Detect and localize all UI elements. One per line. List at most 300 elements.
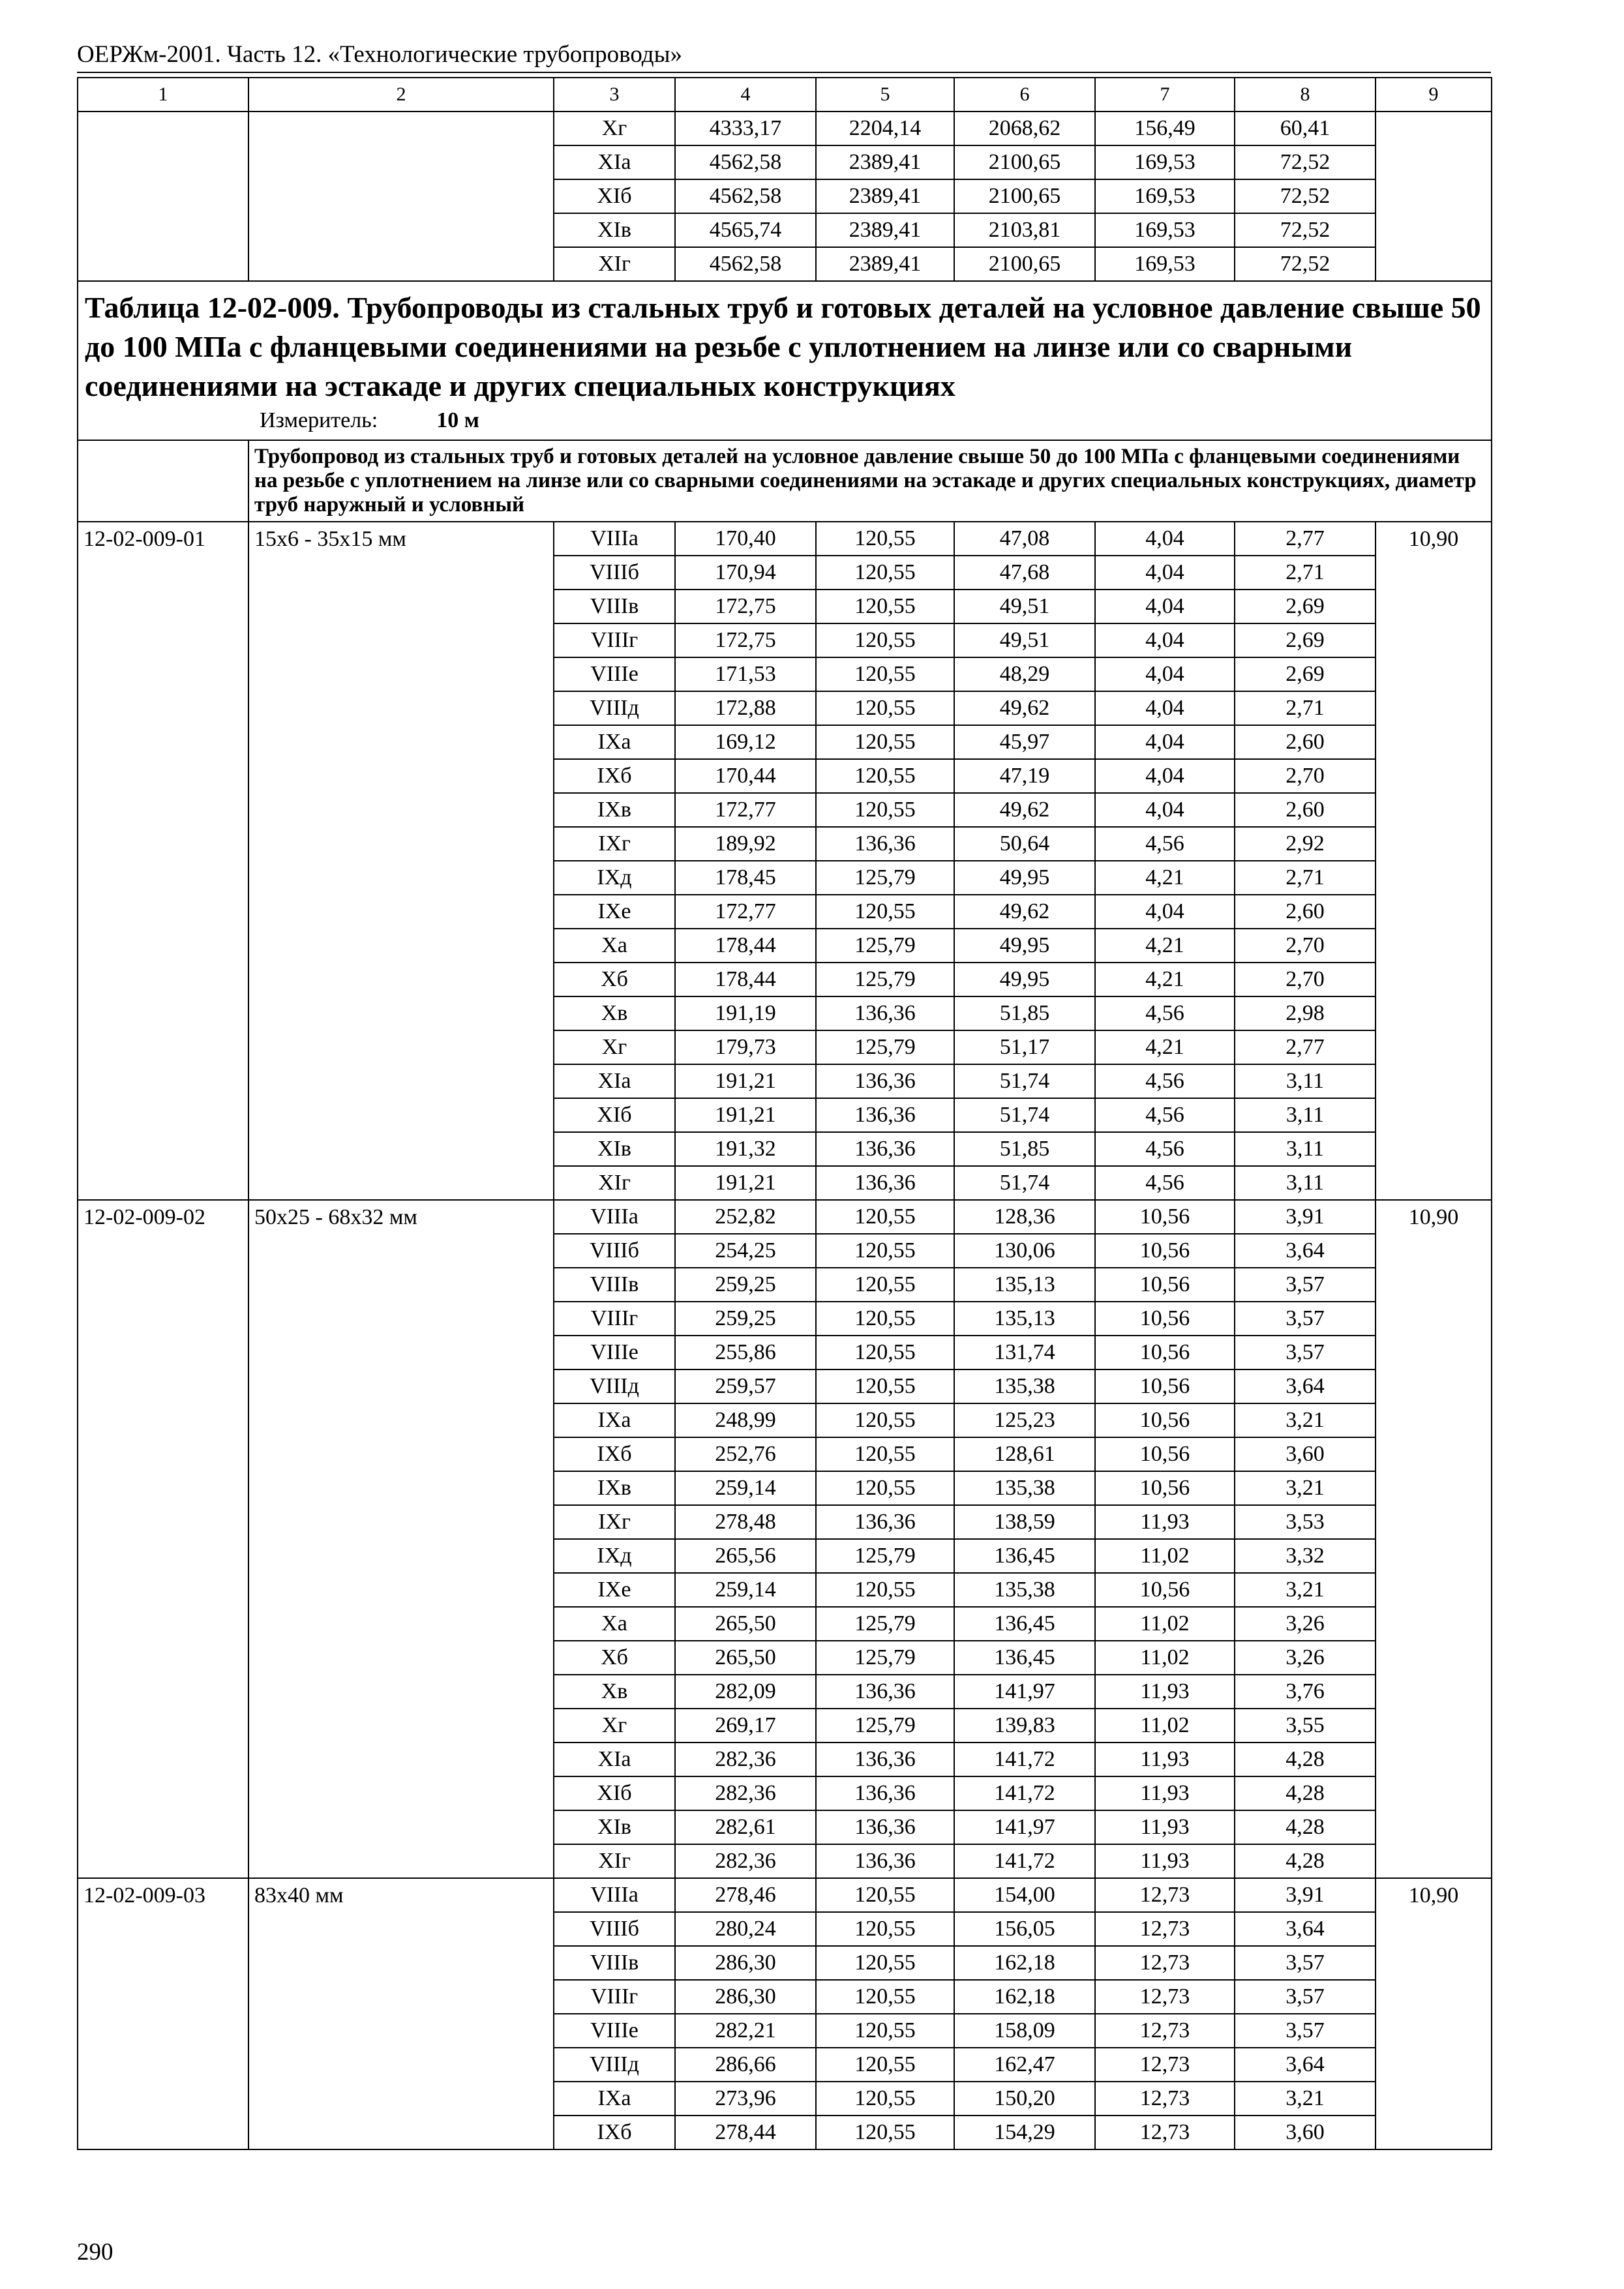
zone-code-cell: IXа: [554, 725, 675, 759]
labor-rate: 10,90: [1376, 1878, 1492, 2149]
zone-code-cell: XIв: [554, 1810, 675, 1844]
value-cell: 4,04: [1095, 759, 1235, 793]
value-cell: 136,36: [816, 1132, 954, 1166]
value-cell: 4,56: [1095, 1166, 1235, 1200]
value-cell: 12,73: [1095, 1878, 1235, 1912]
value-cell: 135,38: [954, 1369, 1095, 1403]
value-cell: 12,73: [1095, 1946, 1235, 1980]
value-cell: 3,64: [1235, 1234, 1376, 1268]
rate-code: 12-02-009-01: [78, 522, 248, 1200]
zone-code-cell: IXд: [554, 861, 675, 895]
value-cell: 12,73: [1095, 2014, 1235, 2048]
value-cell: 51,74: [954, 1166, 1095, 1200]
value-cell: 172,75: [675, 623, 816, 657]
value-cell: 3,21: [1235, 1403, 1376, 1437]
zone-code-cell: IXа: [554, 2082, 675, 2116]
value-cell: 280,24: [675, 1912, 816, 1946]
value-cell: 178,45: [675, 861, 816, 895]
value-cell: 141,72: [954, 1743, 1095, 1776]
value-cell: 120,55: [816, 1573, 954, 1607]
zone-code-cell: VIIIб: [554, 1234, 675, 1268]
meter-label: Измеритель:: [260, 408, 378, 432]
value-cell: 120,55: [816, 1980, 954, 2014]
empty-cell: [248, 112, 554, 281]
value-cell: 136,45: [954, 1539, 1095, 1573]
value-cell: 259,25: [675, 1302, 816, 1336]
value-cell: 273,96: [675, 2082, 816, 2116]
value-cell: 49,62: [954, 895, 1095, 929]
value-cell: 125,23: [954, 1403, 1095, 1437]
column-number: 7: [1095, 78, 1235, 112]
value-cell: 3,60: [1235, 1437, 1376, 1471]
meter-line: [260, 408, 1482, 433]
value-cell: 47,68: [954, 556, 1095, 590]
value-cell: 4,21: [1095, 963, 1235, 996]
value-cell: 10,56: [1095, 1200, 1235, 1234]
value-cell: 2,77: [1235, 1030, 1376, 1064]
value-cell: 282,61: [675, 1810, 816, 1844]
value-cell: 136,36: [816, 1064, 954, 1098]
value-cell: 154,00: [954, 1878, 1095, 1912]
value-cell: 4,04: [1095, 691, 1235, 725]
value-cell: 2,60: [1235, 725, 1376, 759]
value-cell: 128,61: [954, 1437, 1095, 1471]
value-cell: 4,04: [1095, 590, 1235, 623]
value-cell: 11,93: [1095, 1776, 1235, 1810]
zone-code-cell: Xб: [554, 1641, 675, 1675]
value-cell: 2100,65: [954, 247, 1095, 281]
value-cell: 282,36: [675, 1776, 816, 1810]
zone-code-cell: XIа: [554, 145, 675, 179]
value-cell: 191,21: [675, 1064, 816, 1098]
value-cell: 4333,17: [675, 112, 816, 145]
value-cell: 136,36: [816, 1166, 954, 1200]
value-cell: 2,70: [1235, 963, 1376, 996]
value-cell: 120,55: [816, 556, 954, 590]
zone-code-cell: VIIIг: [554, 1302, 675, 1336]
value-cell: 2204,14: [816, 112, 954, 145]
value-cell: 4565,74: [675, 213, 816, 247]
value-cell: 3,55: [1235, 1709, 1376, 1743]
value-cell: 125,79: [816, 1641, 954, 1675]
zone-code-cell: Xв: [554, 1675, 675, 1709]
value-cell: 169,53: [1095, 179, 1235, 213]
value-cell: 3,11: [1235, 1132, 1376, 1166]
value-cell: 191,19: [675, 996, 816, 1030]
value-cell: 3,21: [1235, 2082, 1376, 2116]
value-cell: 3,21: [1235, 1471, 1376, 1505]
value-cell: 4,04: [1095, 793, 1235, 827]
value-cell: 3,57: [1235, 1268, 1376, 1302]
value-cell: 72,52: [1235, 145, 1376, 179]
value-cell: 60,41: [1235, 112, 1376, 145]
value-cell: 131,74: [954, 1336, 1095, 1369]
value-cell: 3,26: [1235, 1641, 1376, 1675]
value-cell: 125,79: [816, 861, 954, 895]
value-cell: 170,44: [675, 759, 816, 793]
value-cell: 135,13: [954, 1268, 1095, 1302]
value-cell: 120,55: [816, 759, 954, 793]
value-cell: 3,76: [1235, 1675, 1376, 1709]
value-cell: 172,75: [675, 590, 816, 623]
value-cell: 139,83: [954, 1709, 1095, 1743]
value-cell: 282,36: [675, 1743, 816, 1776]
zone-code-cell: VIIIд: [554, 691, 675, 725]
value-cell: 2,69: [1235, 657, 1376, 691]
value-cell: 136,36: [816, 827, 954, 861]
value-cell: 162,18: [954, 1980, 1095, 2014]
zone-code-cell: IXв: [554, 793, 675, 827]
value-cell: 120,55: [816, 793, 954, 827]
zone-code-cell: VIIIд: [554, 1369, 675, 1403]
zone-code-cell: Xв: [554, 996, 675, 1030]
value-cell: 51,85: [954, 1132, 1095, 1166]
value-cell: 51,85: [954, 996, 1095, 1030]
value-cell: 2,92: [1235, 827, 1376, 861]
value-cell: 178,44: [675, 929, 816, 963]
zone-code-cell: VIIIв: [554, 590, 675, 623]
value-cell: 12,73: [1095, 1980, 1235, 2014]
zone-code-cell: Xб: [554, 963, 675, 996]
header-rule: [77, 72, 1491, 73]
meter-value: 10 м: [436, 408, 479, 432]
value-cell: 4,04: [1095, 895, 1235, 929]
value-cell: 138,59: [954, 1505, 1095, 1539]
value-cell: 2389,41: [816, 213, 954, 247]
zone-code-cell: VIIIв: [554, 1946, 675, 1980]
value-cell: 11,93: [1095, 1844, 1235, 1878]
value-cell: 136,36: [816, 1505, 954, 1539]
zone-code-cell: VIIIе: [554, 2014, 675, 2048]
zone-code-cell: VIIIд: [554, 2048, 675, 2082]
value-cell: 10,56: [1095, 1471, 1235, 1505]
value-cell: 265,50: [675, 1641, 816, 1675]
pipe-size-description: 50х25 - 68х32 мм: [248, 1200, 554, 1878]
value-cell: 141,97: [954, 1675, 1095, 1709]
pipe-size-description: 15х6 - 35х15 мм: [248, 522, 554, 1200]
column-number: 8: [1235, 78, 1376, 112]
value-cell: 49,51: [954, 590, 1095, 623]
value-cell: 10,56: [1095, 1302, 1235, 1336]
value-cell: 3,60: [1235, 2116, 1376, 2149]
value-cell: 136,45: [954, 1607, 1095, 1641]
zone-code-cell: IXб: [554, 1437, 675, 1471]
value-cell: 141,72: [954, 1844, 1095, 1878]
table-row: [78, 112, 1492, 145]
value-cell: 120,55: [816, 657, 954, 691]
column-number: 4: [675, 78, 816, 112]
value-cell: 120,55: [816, 1200, 954, 1234]
table-row: [78, 1878, 1492, 1912]
value-cell: 136,36: [816, 1675, 954, 1709]
section-title: Трубопровод из стальных труб и готовых деталей на условное давление свыше 50 до 100 МПа с фланцевыми соединениями на резьбе с уплотнением на линзе или со сварными соединениями на эстакаде и других специальных конструкциях, диаметр труб наружный и условный: [248, 440, 1492, 522]
value-cell: 120,55: [816, 1302, 954, 1336]
value-cell: 136,45: [954, 1641, 1095, 1675]
value-cell: 4,04: [1095, 657, 1235, 691]
value-cell: 120,55: [816, 1946, 954, 1980]
value-cell: 120,55: [816, 2082, 954, 2116]
value-cell: 120,55: [816, 590, 954, 623]
value-cell: 4,56: [1095, 1064, 1235, 1098]
value-cell: 11,93: [1095, 1505, 1235, 1539]
value-cell: 170,40: [675, 522, 816, 556]
value-cell: 11,02: [1095, 1641, 1235, 1675]
value-cell: 120,55: [816, 1912, 954, 1946]
value-cell: 156,49: [1095, 112, 1235, 145]
value-cell: 47,19: [954, 759, 1095, 793]
table-title-cell: [78, 281, 1492, 440]
value-cell: 49,95: [954, 861, 1095, 895]
zone-code-cell: VIIIе: [554, 1336, 675, 1369]
value-cell: 172,88: [675, 691, 816, 725]
value-cell: 4,28: [1235, 1776, 1376, 1810]
value-cell: 169,53: [1095, 213, 1235, 247]
zone-code-cell: XIа: [554, 1743, 675, 1776]
zone-code-cell: VIIIа: [554, 1200, 675, 1234]
table-title: Таблица 12-02-009. Трубопроводы из стальных труб и готовых деталей на условное давление свыше 50 до 100 МПа с фланцевыми соединениями на резьбе с уплотнением на линзе или со сварными соединениями на эстакаде и других специальных конструкциях: [85, 291, 1481, 402]
table-row: [78, 522, 1492, 556]
value-cell: 259,25: [675, 1268, 816, 1302]
value-cell: 171,53: [675, 657, 816, 691]
value-cell: 4,28: [1235, 1810, 1376, 1844]
value-cell: 50,64: [954, 827, 1095, 861]
value-cell: 191,32: [675, 1132, 816, 1166]
value-cell: 125,79: [816, 1539, 954, 1573]
value-cell: 136,36: [816, 1844, 954, 1878]
value-cell: 4,56: [1095, 996, 1235, 1030]
value-cell: 265,50: [675, 1607, 816, 1641]
value-cell: 4,04: [1095, 522, 1235, 556]
rates-table-container: [77, 77, 1491, 2150]
value-cell: 178,44: [675, 963, 816, 996]
value-cell: 3,91: [1235, 1878, 1376, 1912]
zone-code-cell: Xа: [554, 1607, 675, 1641]
value-cell: 3,91: [1235, 1200, 1376, 1234]
value-cell: 141,72: [954, 1776, 1095, 1810]
value-cell: 3,57: [1235, 1302, 1376, 1336]
value-cell: 259,14: [675, 1471, 816, 1505]
zone-code-cell: Xа: [554, 929, 675, 963]
value-cell: 120,55: [816, 1878, 954, 1912]
value-cell: 169,53: [1095, 247, 1235, 281]
value-cell: 150,20: [954, 2082, 1095, 2116]
value-cell: 12,73: [1095, 2048, 1235, 2082]
value-cell: 3,32: [1235, 1539, 1376, 1573]
zone-code-cell: Xг: [554, 1709, 675, 1743]
value-cell: 3,64: [1235, 2048, 1376, 2082]
value-cell: 189,92: [675, 827, 816, 861]
value-cell: 49,95: [954, 929, 1095, 963]
value-cell: 282,21: [675, 2014, 816, 2048]
value-cell: 282,36: [675, 1844, 816, 1878]
value-cell: 4,21: [1095, 929, 1235, 963]
zone-code-cell: VIIIг: [554, 623, 675, 657]
value-cell: 120,55: [816, 1369, 954, 1403]
column-number: 5: [816, 78, 954, 112]
zone-code-cell: VIIIа: [554, 1878, 675, 1912]
value-cell: 136,36: [816, 1098, 954, 1132]
value-cell: 286,30: [675, 1980, 816, 2014]
value-cell: 4562,58: [675, 247, 816, 281]
value-cell: 4,21: [1095, 1030, 1235, 1064]
value-cell: 120,55: [816, 1403, 954, 1437]
zone-code-cell: IXд: [554, 1539, 675, 1573]
value-cell: 120,55: [816, 1437, 954, 1471]
value-cell: 2,60: [1235, 793, 1376, 827]
value-cell: 120,55: [816, 2048, 954, 2082]
value-cell: 169,12: [675, 725, 816, 759]
page-number: 290: [77, 2239, 113, 2266]
column-number: 6: [954, 78, 1095, 112]
zone-code-cell: VIIIб: [554, 556, 675, 590]
column-number: 9: [1376, 78, 1492, 112]
zone-code-cell: XIг: [554, 1844, 675, 1878]
value-cell: 120,55: [816, 2014, 954, 2048]
value-cell: 3,11: [1235, 1098, 1376, 1132]
zone-code-cell: IXг: [554, 1505, 675, 1539]
value-cell: 11,02: [1095, 1539, 1235, 1573]
value-cell: 2068,62: [954, 112, 1095, 145]
zone-code-cell: Xг: [554, 1030, 675, 1064]
value-cell: 120,55: [816, 2116, 954, 2149]
value-cell: 120,55: [816, 1471, 954, 1505]
value-cell: 278,48: [675, 1505, 816, 1539]
value-cell: 125,79: [816, 929, 954, 963]
value-cell: 141,97: [954, 1810, 1095, 1844]
value-cell: 269,17: [675, 1709, 816, 1743]
column-number: 3: [554, 78, 675, 112]
value-cell: 252,82: [675, 1200, 816, 1234]
labor-rate: 10,90: [1376, 522, 1492, 1200]
value-cell: 3,64: [1235, 1912, 1376, 1946]
value-cell: 4,56: [1095, 1098, 1235, 1132]
value-cell: 172,77: [675, 793, 816, 827]
value-cell: 3,11: [1235, 1166, 1376, 1200]
value-cell: 4,28: [1235, 1743, 1376, 1776]
value-cell: 125,79: [816, 1709, 954, 1743]
value-cell: 248,99: [675, 1403, 816, 1437]
value-cell: 45,97: [954, 725, 1095, 759]
empty-cell: [1376, 112, 1492, 281]
zone-code-cell: VIIIе: [554, 657, 675, 691]
zone-code-cell: XIв: [554, 213, 675, 247]
value-cell: 154,29: [954, 2116, 1095, 2149]
value-cell: 51,74: [954, 1098, 1095, 1132]
value-cell: 136,36: [816, 1776, 954, 1810]
value-cell: 2,60: [1235, 895, 1376, 929]
value-cell: 259,57: [675, 1369, 816, 1403]
zone-code-cell: XIг: [554, 1166, 675, 1200]
value-cell: 49,51: [954, 623, 1095, 657]
value-cell: 120,55: [816, 1336, 954, 1369]
value-cell: 172,77: [675, 895, 816, 929]
pipe-size-description: 83х40 мм: [248, 1878, 554, 2149]
value-cell: 135,38: [954, 1471, 1095, 1505]
value-cell: 2100,65: [954, 145, 1095, 179]
value-cell: 2100,65: [954, 179, 1095, 213]
value-cell: 3,57: [1235, 1980, 1376, 2014]
value-cell: 10,56: [1095, 1234, 1235, 1268]
value-cell: 156,05: [954, 1912, 1095, 1946]
value-cell: 10,56: [1095, 1369, 1235, 1403]
value-cell: 282,09: [675, 1675, 816, 1709]
value-cell: 120,55: [816, 623, 954, 657]
value-cell: 136,36: [816, 996, 954, 1030]
value-cell: 125,79: [816, 1607, 954, 1641]
value-cell: 3,64: [1235, 1369, 1376, 1403]
value-cell: 130,06: [954, 1234, 1095, 1268]
value-cell: 72,52: [1235, 213, 1376, 247]
zone-code-cell: IXб: [554, 759, 675, 793]
value-cell: 11,02: [1095, 1607, 1235, 1641]
value-cell: 10,56: [1095, 1336, 1235, 1369]
rate-code: 12-02-009-03: [78, 1878, 248, 2149]
value-cell: 51,74: [954, 1064, 1095, 1098]
zone-code-cell: IXе: [554, 895, 675, 929]
value-cell: 255,86: [675, 1336, 816, 1369]
value-cell: 10,56: [1095, 1573, 1235, 1607]
value-cell: 259,14: [675, 1573, 816, 1607]
zone-code-cell: IXа: [554, 1403, 675, 1437]
value-cell: 3,11: [1235, 1064, 1376, 1098]
value-cell: 2389,41: [816, 179, 954, 213]
column-number: 1: [78, 78, 248, 112]
column-number: 2: [248, 78, 554, 112]
value-cell: 11,93: [1095, 1743, 1235, 1776]
value-cell: 12,73: [1095, 2116, 1235, 2149]
value-cell: 48,29: [954, 657, 1095, 691]
value-cell: 4562,58: [675, 179, 816, 213]
value-cell: 12,73: [1095, 2082, 1235, 2116]
zone-code-cell: IXв: [554, 1471, 675, 1505]
empty-cell: [78, 440, 248, 522]
value-cell: 72,52: [1235, 179, 1376, 213]
value-cell: 162,47: [954, 2048, 1095, 2082]
value-cell: 2,69: [1235, 590, 1376, 623]
value-cell: 2389,41: [816, 145, 954, 179]
value-cell: 2103,81: [954, 213, 1095, 247]
value-cell: 4,28: [1235, 1844, 1376, 1878]
value-cell: 128,36: [954, 1200, 1095, 1234]
value-cell: 136,36: [816, 1810, 954, 1844]
value-cell: 191,21: [675, 1098, 816, 1132]
zone-code-cell: IXб: [554, 2116, 675, 2149]
value-cell: 120,55: [816, 691, 954, 725]
value-cell: 12,73: [1095, 1912, 1235, 1946]
value-cell: 2,71: [1235, 556, 1376, 590]
value-cell: 2389,41: [816, 247, 954, 281]
value-cell: 191,21: [675, 1166, 816, 1200]
value-cell: 4,56: [1095, 1132, 1235, 1166]
value-cell: 2,69: [1235, 623, 1376, 657]
value-cell: 4,04: [1095, 623, 1235, 657]
value-cell: 120,55: [816, 895, 954, 929]
value-cell: 286,30: [675, 1946, 816, 1980]
value-cell: 11,93: [1095, 1810, 1235, 1844]
value-cell: 10,56: [1095, 1437, 1235, 1471]
value-cell: 72,52: [1235, 247, 1376, 281]
value-cell: 4,04: [1095, 556, 1235, 590]
value-cell: 120,55: [816, 1268, 954, 1302]
value-cell: 4,21: [1095, 861, 1235, 895]
zone-code-cell: IXе: [554, 1573, 675, 1607]
rate-code: 12-02-009-02: [78, 1200, 248, 1878]
value-cell: 136,36: [816, 1743, 954, 1776]
value-cell: 169,53: [1095, 145, 1235, 179]
value-cell: 4,56: [1095, 827, 1235, 861]
value-cell: 135,38: [954, 1573, 1095, 1607]
zone-code-cell: IXг: [554, 827, 675, 861]
